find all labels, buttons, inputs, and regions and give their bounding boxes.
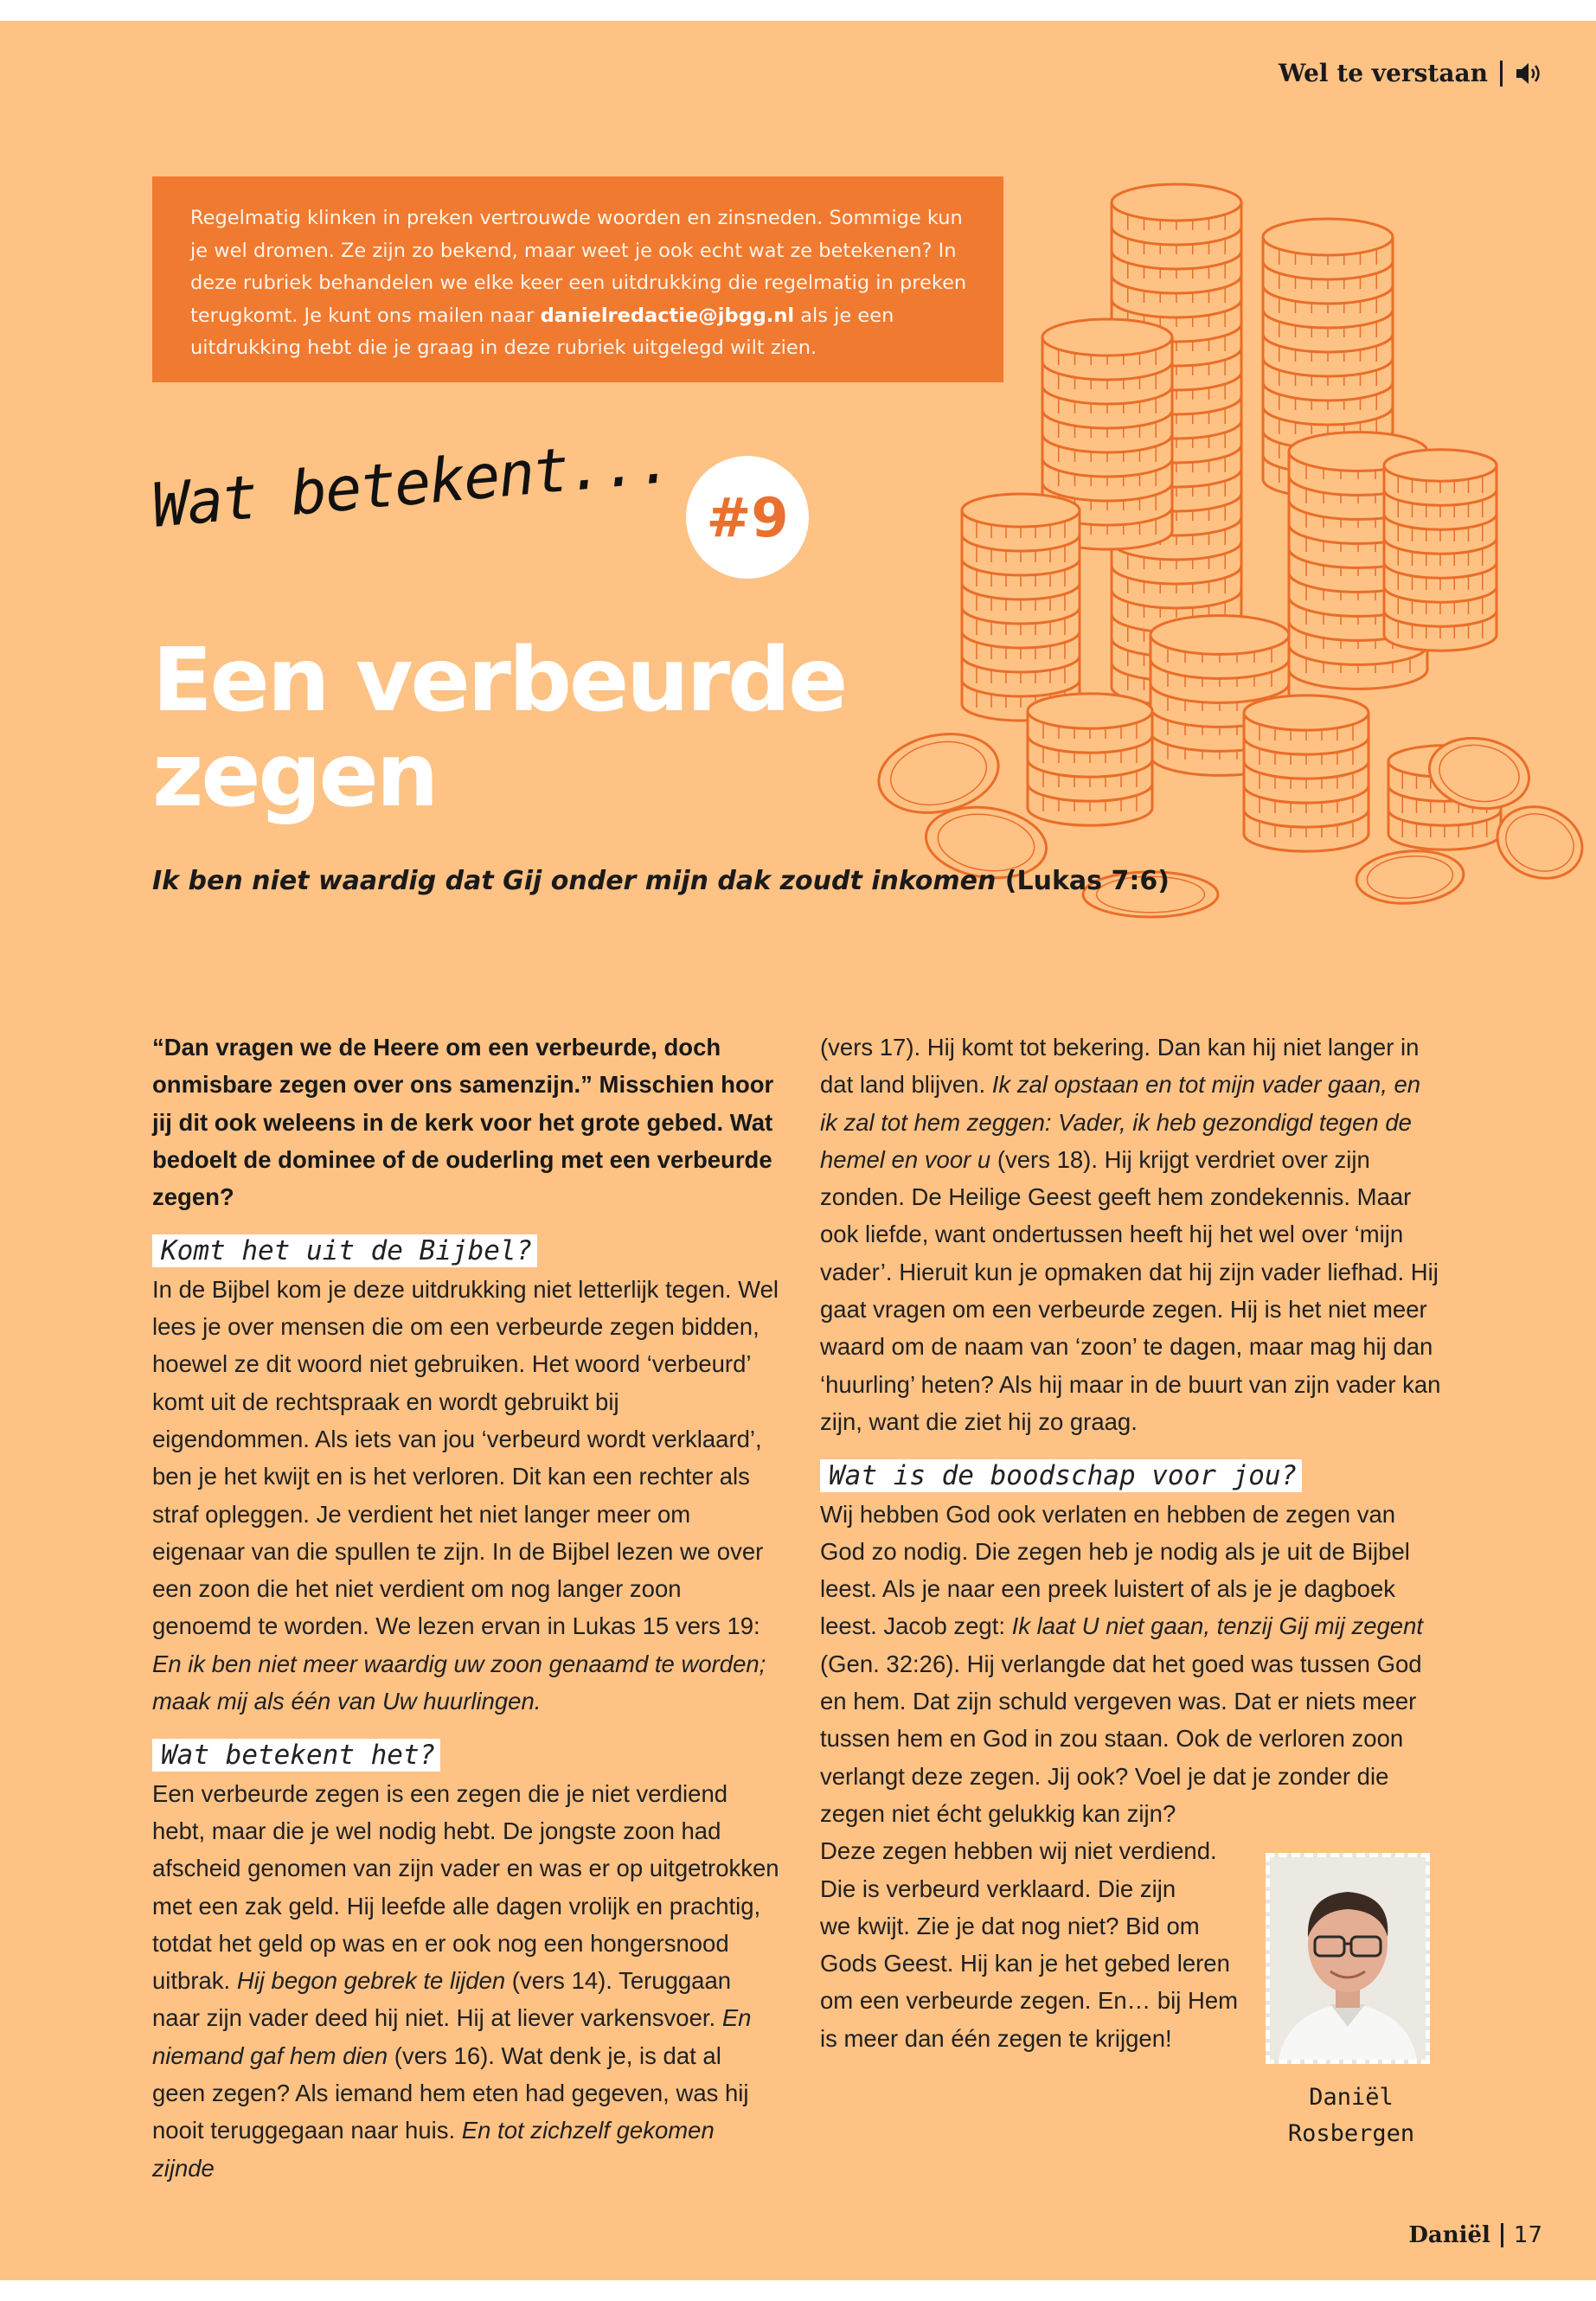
section-header (1279, 59, 1542, 87)
footer-divider (1501, 2223, 1503, 2247)
paragraph-message (820, 1496, 1443, 1833)
paragraph-meaning (152, 1775, 779, 2187)
page (0, 21, 1596, 2280)
rubric-label: Wat betekent... (149, 425, 675, 542)
issue-number-badge: #9 (686, 456, 809, 579)
heading-bible: Komt het uit de Bijbel? (152, 1234, 537, 1267)
meaning-text-3: (vers 16). Wat denk je, is dat al geen zegen? Als iemand hem eten had gegeven, was hij nooit teruggegaan naar huis. (152, 2041, 749, 2144)
message-line-4: Gods Geest. Hij kan je het gebed leren (820, 1950, 1230, 1977)
article-subtitle (152, 860, 1170, 903)
lead-paragraph: “Dan vragen we de Heere om een verbeurde, doch onmisbare zegen over ons samenzijn.” Misschien hoor jij dit ook weleens in de kerk voor het grote gebed. Wat bedoelt de dominee of de ouderling met een verbeurde zegen? (152, 1034, 774, 1211)
coin-stack (1384, 450, 1497, 651)
meaning-quote-1: Hij begon gebrek te lijden (236, 1967, 506, 1995)
coin-stack (1244, 695, 1368, 851)
title-line-2: zegen (152, 724, 437, 827)
author-last-name: Rosbergen (1287, 2120, 1415, 2147)
author-first-name: Daniël (1309, 2084, 1394, 2111)
quote-lukas: En ik ben niet meer waardig uw zoon genaamd te worden; maak mij als één van Uw huurlingen. (152, 1650, 766, 1715)
coin-stack (962, 494, 1080, 721)
meaning-text-5: (vers 18). Hij krijgt verdriet over zijn zonden. De Heilige Geest geeft hem zondekennis. Maar ook liefde, want ondertussen heeft hij het wel over ‘mijn vader’. Hieruit kun je opmaken dat hij zijn vader liefhad. Hij gaat vragen om een verbeurde zegen. Hij is het niet meer waard om de naam van ‘zoon’ te dagen, maar mag hij dan ‘huurling’ heten? Als hij maar in de buurt van zijn vader kan zijn, want die ziet hij zo graag. (820, 1145, 1441, 1435)
message-text-2: (Gen. 32:26). Hij verlangde dat het goed was tussen God en hem. Dat zijn schuld vergeven was. Dat er niets meer tussen hem en God in zou staan. Ook de verloren zoon verlangt deze zegen. Jij ook? Voel je dat je zonder die zegen niet écht gelukkig kan zijn? (820, 1650, 1422, 1827)
page-footer (1408, 2222, 1542, 2248)
heading-message: Wat is de boodschap voor jou? (820, 1459, 1302, 1492)
message-line-5: om een verbeurde zegen. En… bij Hem (820, 1987, 1239, 2015)
message-line-3: we kwijt. Zie je dat nog niet? Bid om (820, 1912, 1200, 1939)
paragraph-bible (152, 1271, 779, 1721)
article-title (152, 629, 846, 827)
message-line-1: Deze zegen hebben wij niet verdiend. (820, 1837, 1217, 1865)
message-line-2: Die is verbeurd verklaard. Die zijn (820, 1875, 1176, 1902)
subtitle-quote: Ik ben niet waardig dat Gij onder mijn dak zoudt inkomen (152, 866, 997, 896)
meaning-quote-4: Ik zal opstaan en tot mijn vader gaan, en ik zal tot hem zeggen: Vader, ik heb gezondigd tegen de hemel en voor u (820, 1071, 1421, 1173)
page-number: 17 (1513, 2222, 1542, 2248)
author-name (1242, 2080, 1460, 2152)
message-line-6: is meer dan één zegen te krijgen! (820, 2024, 1172, 2052)
magazine-name: Daniël (1408, 2222, 1490, 2248)
header-divider (1500, 61, 1503, 87)
meaning-text-2: (vers 14). Teruggaan naar zijn vader deed hij niet. Hij at liever varkensvoer. (152, 1967, 732, 2032)
meaning-text-4: (vers 17). Hij komt tot bekering. Dan kan hij niet langer in dat land blijven. (820, 1034, 1420, 1099)
author-photo (1266, 1853, 1430, 2064)
intro-text: Regelmatig klinken in preken vertrouwde woorden en zinsneden. Sommige kun je wel dromen. Ze zijn zo bekend, maar weet je ook echt wat ze betekenen? In deze rubriek behandelen we elke keer een uitdrukking die regelmatig in preken terugkomt. Je kunt ons mailen naar (190, 207, 967, 327)
meaning-quote-2: En niemand gaf hem dien (152, 2004, 752, 2069)
meaning-text-1: Een verbeurde zegen is een zegen die je niet verdiend hebt, maar die je wel nodig hebt. De jongste zoon had afscheid genomen van zijn vader en was er op uitgetrokken met een zak geld. Hij leefde alle dagen vrolijk en prachtig, totdat het geld op was en er ook nog een hongersnood uitbrak. (152, 1779, 779, 1995)
meaning-quote-3: En tot zichzelf gekomen zijnde (152, 2117, 715, 2182)
paragraph-meaning-cont (820, 1029, 1443, 1440)
title-line-1: Een verbeurde (152, 629, 846, 732)
subtitle-reference: (Lukas 7:6) (1004, 866, 1170, 896)
heading-meaning: Wat betekent het? (152, 1739, 440, 1772)
message-text-1: Wij hebben God ook verlaten en hebben de zegen van God zo nodig. Die zegen heb je nodig als je uit de Bijbel leest. Als je naar een preek luistert of als je je dagboek leest. Jacob zegt: (820, 1500, 1410, 1640)
coin-stack (1028, 694, 1152, 825)
email-link[interactable]: danielredactie@jbgg.nl (540, 304, 795, 327)
column-left (152, 1029, 779, 2187)
intro-text-end: als je een uitdrukking hebt die je graag in deze rubriek uitgelegd wilt zien. (190, 304, 894, 359)
section-label: Wel te verstaan (1278, 59, 1488, 87)
speaker-icon (1515, 61, 1542, 87)
coin-stack-illustration (874, 151, 1592, 955)
author-portrait (1270, 1857, 1426, 2060)
text-bible: In de Bijbel kom je deze uitdrukking niet letterlijk tegen. Wel lees je over mensen die om een verbeurde zegen bidden, hoewel ze dit woord niet gebruiken. Het woord ‘verbeurd’ komt uit de rechtspraak en wordt gebruikt bij eigendommen. Als iets van jou ‘verbeurd wordt verklaard’, ben je het kwijt en is het verloren. Dit kan een rechter als straf opleggen. Je verdient het niet langer meer om eigenaar van die spullen te zijn. In de Bijbel lezen we over een zoon die het niet verdient om nog langer zoon genoemd te worden. We lezen ervan in Lukas 15 vers 19: (152, 1275, 779, 1640)
message-quote-1: Ik laat U niet gaan, tenzij Gij mij zegent (1011, 1612, 1424, 1640)
